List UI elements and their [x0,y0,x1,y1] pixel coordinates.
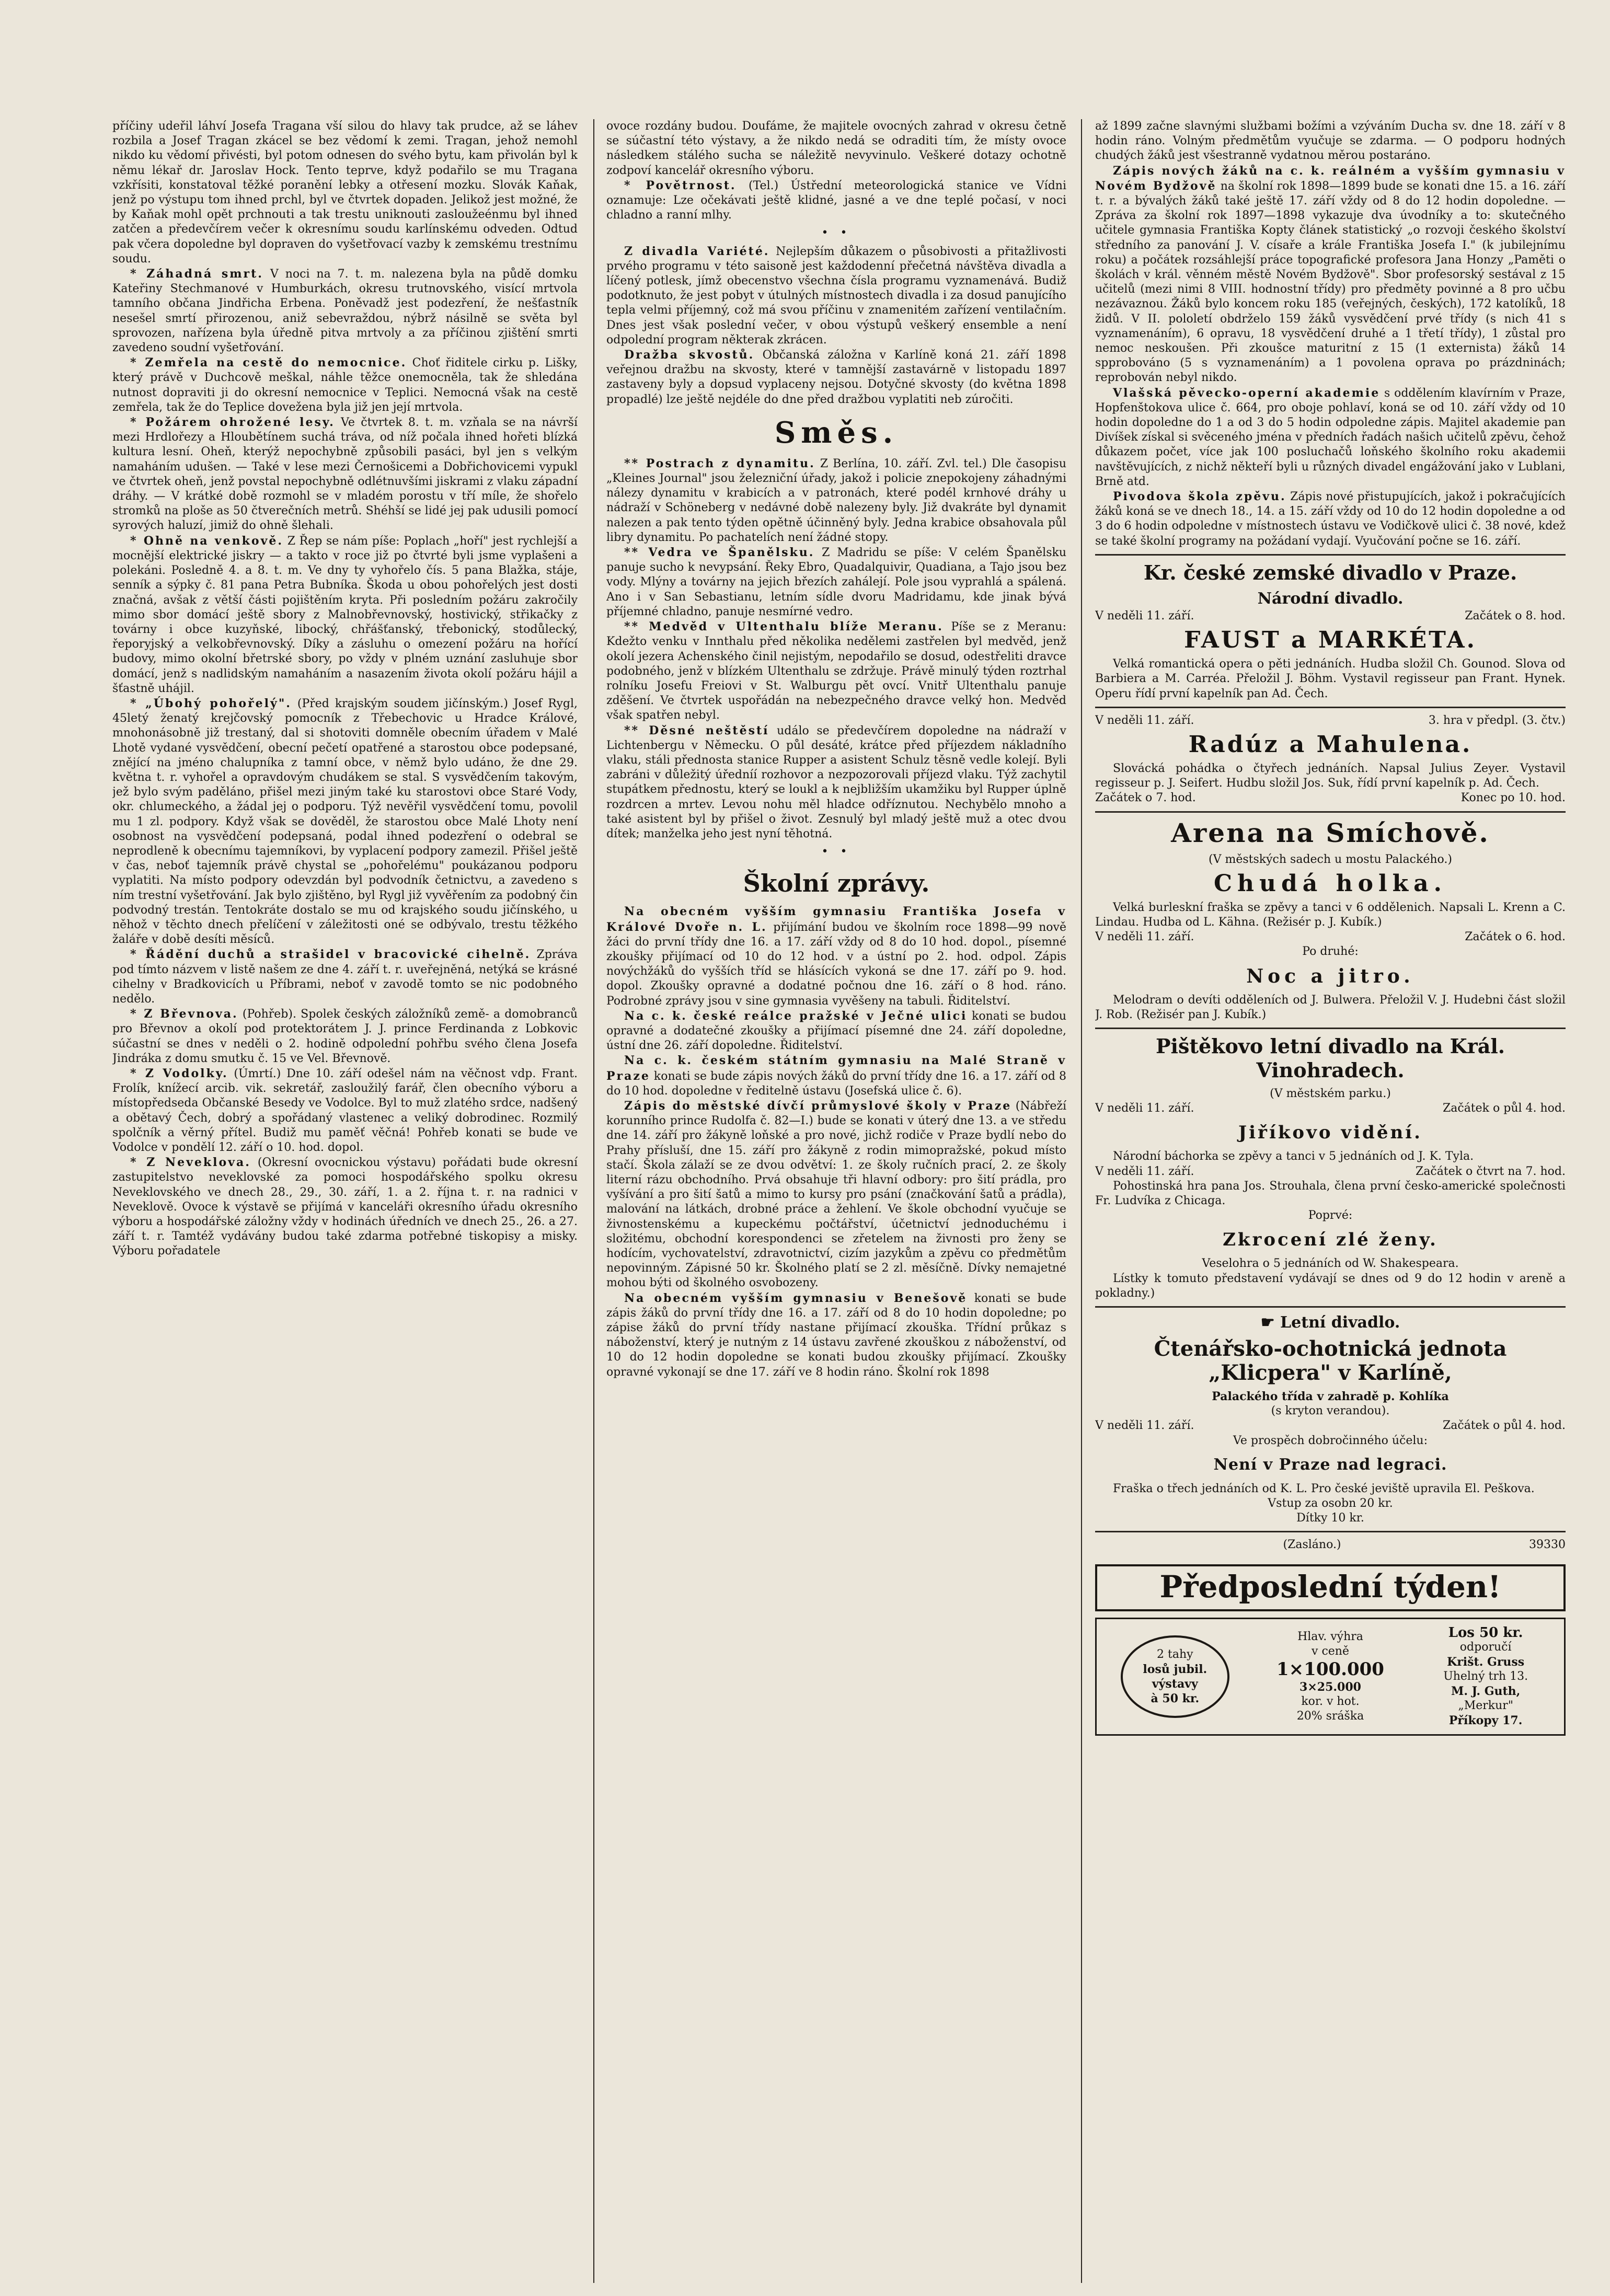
article-headline: Vlašská pěvecko-operní akademie [1113,386,1381,400]
separator [1095,811,1566,813]
ad-line: losů jubil. výstavy [1143,1662,1208,1691]
article-paragraph [1095,489,1566,549]
article-headline: * „Úbohý pohořelý". [130,696,292,710]
article-headline: * Z Břevnova. [130,1007,238,1021]
article-paragraph [606,244,1066,348]
showtime-row [1095,930,1566,944]
show-day: V neděli 11. září. [1095,713,1194,727]
skolni-heading: Školní zprávy. [743,869,930,898]
article-headline: * Zemřela na cestě do nemocnice. [130,356,407,370]
article-headline: Zápis nových žáků na c. k. reálném a vyšším gymnasiu v Novém Bydžově [1095,164,1566,193]
ad-line: à 50 kr. [1151,1691,1200,1705]
article-text: Z Řep se nám píše: Poplach „hoří" jest rychlejší a mocnější elektrické jiskry — a takto v roce již po čtvrté byli jsme vyplašeni a polekáni. Posledně 4. a 8. t. m. Ve dny ty vyhořelo čís. 5 pana Blažka, stáje, senník a sýpky č. 81 pana Petra Bubníka. Škoda u obou pohořelých jest dosti značná, avšak z větší části pojištěním kryta. Při posledním požáru zakročily mimo sbor domácí ještě sbory z Malnobřevnovský, hostivický, střikačky z továrny i obce kuzyňské, libocký, chřášťanský, třebonický, stodůlecký, řeporyjský a velkobřevnovský. Díky a zásluhu o omezení požáru na hořící budovy, mimo okolní břetrské sbory, po vždy v plném uznání zasluhuje sbor domácí, jenž s nadlidským namaháním a nasazením života okolí požáru hájil a šťastně uhájil. [112,534,578,695]
entry-fee: Vstup za osobn 20 kr. [1268,1496,1393,1510]
article-text: událo se předevčírem dopoledne na nádraží v Lichtenbergu v Německu. O půl desáté, krátce před příjezdem nákladního vlaku, stáli přednosta stanice Rupper a asistent Schulz těsně vedle kolejí. Byli zabráni v důležitý úředníí rozhovor a nezpozorovali příjezd vlaku. Týž zachytil stupátkem přednostu, který se loukl a k nejbližším ukamžiku byl Rupper úplně rozdrcen a mrtev. Levou nohu měl hladce odříznutou. Nechybělo mnoho a také asistent byl by přišel o život. Zesnulý byl mladý ještě muž a otec dvou dítek; manželka jeho jest nyní těhotná. [606,724,1066,840]
article-headline: * Z Neveklova. [130,1156,251,1170]
article-text: konati se bude zápis žáků do první třídy dne 16. a 17. září od 8 do 10 hodin dopoledne; po zápise žáků do první třídy nastane přijímací zkouška. Třídní průkaz s náboženství, který je nutným z 14 ústavu zavřené zkouškou z náboženství, od 10 do 12 hodin dopoledne se konati budou zkoušky přijímací. Zkoušky opravné vykonají se dne 17. září ve 8 hodin ráno. Školní rok 1898 [606,1291,1066,1379]
article-paragraph [606,456,1066,545]
separator [1095,554,1566,556]
show-end: Konec po 10. hod. [1460,791,1566,805]
zaslano-row [1095,1538,1566,1552]
article-text: Ve čtvrtek 8. t. m. vzňala se na návrší mezi Hrdlořezy a Hloubětínem suchá tráva, od níž počala ihned hořeti blízká kultura lesní. Oheň, kterýž nepochybně způsobili pasáci, byl jen s velkým namaháním udušen. — Také v lese mezi Černošicemi a Dobřichovicemi vypukl ve čtvrtek oheň, jenž povstal nepochybně odlétnuvšími jiskrami z vlaku západní dráhy. — V krátké době rozmohl se v mladém porostu v tří míle, že shořelo stromků na ploše as 50 čtverečních metrů. Shéhší se lidé jej pak udusili pomocí syrových haluzí, jimiž do ohně šlehali. [112,416,578,533]
column-2-schools [606,904,1066,1380]
play-description: Melodram o devíti odděleních od J. Bulwera. Přeložil V. J. Hudebni část složil J. Rob. (Režisér pan J. Kubík.) [1095,993,1566,1021]
article-paragraph [1095,164,1566,386]
article-text: konati se bude zápis nových žáků do první třídy dne 16. a 17. září od 8 do 10 hod. dopoledne v ředitelně ústavu (Josefská ulice č. 6). [606,1069,1066,1098]
play-description: Národní báchorka se zpěvy a tanci v 5 jednáních od J. K. Tyla. [1113,1150,1474,1163]
article-paragraph [112,1007,578,1066]
article-paragraph [112,1155,578,1259]
play-title: Jiříkovo vidění. [1238,1122,1422,1144]
article-paragraph [606,1291,1066,1380]
article-paragraph [112,1066,578,1155]
play-description: Velká romantická opera o pěti jednáních. Hudba složil Ch. Gounod. Slova od Barbiera a M. Carréa. Přeložil J. Böhm. Vystavil regisseur pan Frant. Hynek. Operu řídí první kapelník pan Ad. Čech. [1095,657,1566,700]
article-text: ovoce rozdány budou. Doufáme, že majitele ovocných zahrad v okresu četně se súčastní této výstavy, a že nikdo nedá se odraditi tím, že místy ovoce následkem stálého sucha se náležitě nevyvinulo. Veškeré dotazy ochotně zodpoví kancelář okresního výboru. [606,120,1066,177]
ad-line: M. J. Guth, [1451,1684,1521,1698]
article-text: (Tel.) Ústřední meteorologická stanice ve Vídni oznamuje: Lze očekávati ještě klidné, jasné a ve dne teplé počasí, v noci chladno a ranní mlhy. [606,179,1066,222]
article-paragraph [606,348,1066,407]
section-divider: • • [821,226,852,240]
article-paragraph [1095,386,1566,489]
article-text: Z Madridu se píše: V celém Španělsku panuje sucho k nevypsání. Řeky Ebro, Quadalquivir, Quadiana, a Tajo jsou bez vody. Mlýny a továrny na jejich březích zahálejí. Pole jsou vyprahlá a spálená. Ano i v San Sebastianu, letním sídle dvoru Madridamu, kde jinak bývá příjemné chladno, panuje nesmírné vedro. [606,546,1066,618]
showtime-row [1095,1164,1566,1179]
lottery-ad-title: Předposlední týden! [1095,1564,1566,1611]
column-2-news [606,119,1066,407]
column-1 [112,119,578,2283]
section-divider: • • [821,845,852,859]
article-headline: Na obecném vyšším gymnasiu Františka Josefa v Králové Dvoře n. L. [606,905,1066,934]
column-rule [1081,119,1082,2283]
lottery-badge [1121,1635,1229,1718]
show-day: V neděli 11. září. [1095,930,1194,944]
article-paragraph [606,619,1066,723]
show-start: Začátek o 7. hod. [1095,791,1196,805]
play-title: Chudá holka. [1214,870,1447,897]
article-text: Zpráva pod tímto názvem v listě našem ze dne 4. září t. r. uveřejněná, netýká se krásné cihelny v Bradkovicích u Příbrami, neboť v zavodě tomto se nic podobného nedělo. [112,948,578,1006]
lottery-ad-right [1412,1625,1559,1728]
article-headline: Pivodova škola zpěvu. [1113,490,1286,504]
showtime-row [1095,609,1566,624]
play-title: Zkrocení zlé ženy. [1223,1229,1438,1251]
article-headline: ** Medvěd v Ultenthalu blíže Meranu. [624,620,944,634]
smes-heading: Směs. [774,415,899,450]
article-paragraph [606,1053,1066,1099]
column-2 [606,119,1066,2283]
article-paragraph [606,723,1066,842]
article-text: na školní rok 1898—1899 bude se konati dne 15. a 16. září t. r. a bývalých žáků také ještě 17. září vždy od 8 do 12 hodin dopoledne. — Zpráva za školní rok 1897—1898 vykazuje dva úvodníky a to: skutečného učitele gymnasia Františka Kopty článek statistický „o rozvoji českého školství středního za panování J. V. císaře a krále Františka Josefa I." (k jubilejnímu roku) a počátek rozsáhlejší práce topografické profesora Jana Honzy „Paměti o školách v král. věnném městě Novém Bydžově". Sbor profesorský sestával z 15 učitelů (mezi nimi 8 VIII. hodnostní třídy) pro předměty povinné a 8 pro učbu nezávaznou. Žáků bylo koncem roku 185 (veřejných, českých), 172 katolíků, 18 židů. V II. pololetí obdrželo 159 žáků vysvědčení prvé třídy (s nich 41 s vyznamenáním), 6 opravu, 18 vysvědčení druhé a 1 třetí třídy), 1 zůstal pro nemoc neskoušen. Při zkoušce maturitní z 15 (1 externista) žáků 14 spprobováno (5 s vyznamenáním) a 1 povolena oprava po prázdninách; reprobován nebyl nikdo. [1095,179,1566,385]
lottery-ad [1095,1618,1566,1736]
show-day: V neděli 11. září. [1095,609,1194,622]
play-description: Veselohra o 5 jednáních od W. Shakespeara. [1202,1257,1459,1271]
article-paragraph [606,545,1066,619]
play-title: Radúz a Mahulena. [1188,731,1473,758]
showtime-row [1095,713,1566,728]
pointing-hand-icon: ☛ [1260,1313,1281,1332]
article-headline: * Z Vodolky. [130,1067,228,1080]
article-text: příčiny udeřil láhví Josefa Tragana vší silou do hlavy tak prudce, až se láhev rozbila a Josef Tragan zkácel se bez vědomí k zemi. Tragan, jehož nemohl nikdo ku vědomí přivésti, byl potom odnesen do svého bytu, kam přivolán byl k němu lékař dr. Jaroslav Hock. Tento teprve, když podařilo se mu Tragana vzkřísiti, konstatoval těžké poranění lebky a otřesení mozku. Slovák Kaňak, jenž po výstupu tom ihned prchl, byl ve čtvrtek dopaden. Jelikož jest možné, že by Kaňak mohl opět prchnouti a tak trestu uniknouti zasloužeénmu byl ihned zatčen a předevčírem večer k okresnímu soudu karlínskému odveden. Odtud pak včera dopoledne byl dopraven do vyšetřovací vazby k zemskému trestnímu soudu. [112,120,578,266]
article-paragraph [606,1099,1066,1291]
article-headline: * Povětrnost. [624,178,737,192]
guest-note: Pohostinská hra pana Jos. Strouhala, člena první česko-americké společnosti Fr. Ludvíka z Chicaga. [1095,1179,1566,1207]
play-title: Noc a jitro. [1246,965,1414,987]
article-text: V noci na 7. t. m. nalezena byla na půdě domku Kateřiny Stechmanové v Humburkách, okresu trutnovského, visící mrtvola tamního občana Jindřicha Erbena. Poněvadž jest podezření, že nešťastník nesešel smrtí přirozenou, aniž sebevraždou, nýbrž násilně se světa byl sprovozen, nařízena byla úředně pitva mrtvoly a za příčinou zjištění smrti zavedeno soudní vyšetřování. [112,268,578,355]
show-start: Začátek o čtvrt na 7. hod. [1416,1164,1566,1178]
play-description: Fraška o třech jednáních od K. L. Pro české jeviště upravila El. Peškova. [1113,1482,1535,1495]
theatre-pistek-title: Pištěkovo letní divadlo na Král. Vinohradech. [1155,1034,1505,1082]
ad-line: Uhelný trh 13. [1443,1669,1528,1683]
article-paragraph [606,904,1066,1008]
play-title: FAUST a MARKÉTA. [1184,627,1477,654]
article-text: (Před krajským soudem jičínským.) Josef Rygl, 45letý ženatý krejčovský pomocník z Třebechovic u Hradce Králové, mnohonásobně již trestaný, dal si shotoviti domněle obecním úřadem v Malé Lhotě vydané vysvědčení, obecní pečetí opatřené a starostou obce podepsané, znějící na jméno chalupníka z tamní obce, v němž bylo udáno, že dne 29. května t. r. vyhořel a opravdovým chudákem se stal. S vysvědčením takovým, jež bylo svým padělánо, přišel mezi jiným také ku starostovi obce Staré Vody, okr. chlumeckého, a žádal jej o podporu. Týž nevěřil vysvědčení tomu, povolil mu 1 zl. podpory. Když však se dověděl, že starostou obce Malé Lhoty není osobnost na vysvědčení podepsaná, podal ihned podezření o odebral se neprodleně k obecnímu tajemníkovi, by vyplacení podpory zamezil. Přišel ještě v čas, neboť tajemník právě chystal se „pohořelému" poukázanou podporu vyplatiti. Na místo podpory odevzdán byl podvodník četnictvu, a zavedeno s ním trestní vyšetřování. Jak bylo zjištěno, byl Rygl již vyvěřením za podobný čin podvodný trestán. Tentokráte dostalo se mu od krajského soudu jičínského, u něhož v těchto dnech přelíčení v záležitosti oné se odbývalo, trestu těžkého žaláře v době desíti měsíců. [112,697,578,947]
article-headline: * Požárem ohrožené lesy. [130,416,335,430]
article-text: Občanská záložna v Karlíně koná 21. září 1898 veřejnou dražbu na skvosty, které v tamnější zastavárně v listopadu 1897 zastaveny byly a dopsud vyplaceny nejsou. Dotyčné skvosty (do května 1898 propadlé) lze ještě nejdéle do dne před dražbou vyplatiti neb zúročiti. [606,349,1066,406]
article-headline: Na c. k. českém státním gymnasiu na Malé Straně v Praze [606,1054,1066,1083]
article-headline: * Záhadná smrt. [130,267,263,281]
article-paragraph [112,267,578,355]
article-text: Nejlepším důkazem o působivosti a přitažlivosti prvého programu v této saisoně jest každodenní přečetná návštěva divadla a líčený potlesk, jímž obecenstvo všechna čísla programu vyznamenává. Budiž podotknuto, že jest pobyt v útulných místnostech divadla i za dosud panujícího tepla velmi příjemný, což má svou příčinu v znamenitém zařízení ventilačním. Dnes jest však poslední večer, v obou výstupů veškerý ensemble a není odpolední program některak zkrácen. [606,245,1066,347]
ad-line: Krišt. Gruss [1447,1655,1525,1669]
ad-line: odporučí [1459,1640,1512,1654]
article-text: s oddělením klavírním v Praze, Hopfenštokova ulice č. 664, pro oboje pohlaví, koná se od 10. září vždy od 10 hodin dopoledne do 1 a od 3 do 5 hodin odpoledne zápis. Majitel akademie pan Divíšek získal si svěceného jména v předních řadách našich učitelů zpěvu, čehož důkazem počet, více jak 100 posluchačů loňského školního roku akademii navštěvujících, z nichž někteří byli u různých divadel engážování jako v Lublani, Brně atd. [1095,386,1566,488]
article-text: až 1899 začne slavnými službami božími a vzýváním Ducha sv. dne 18. září v 8 hodin ráno. Volným předmětům vyučuje se zdarma. — O podporu hodných chudých žáků jest všestranně vydatnou měrou postaráno. [1095,120,1566,163]
second-show-label: Po druhé: [1302,945,1359,959]
article-paragraph [1095,119,1566,164]
ad-line: kor. v hot. [1301,1694,1360,1708]
separator [1095,1531,1566,1532]
article-paragraph [112,696,578,947]
play-description: Velká burleskní fraška se zpěvy a tanci v 6 oddělenich. Napsali L. Krenn a C. Lindau. Hudba od L. Kähna. (Režisér p. J. Kubík.) [1095,901,1566,929]
article-paragraph [112,415,578,534]
column-3-schools [1095,119,1566,549]
summer-theatre-text: Letní divadlo. [1280,1313,1400,1332]
article-text: přijímání budou ve školním roce 1898—99 nově žáci do první třídy dne 16. a 17. září vždy od 8 do 10 hod. dopol., písemné zkoušky přijímací od 10 do 12 hod. v a ústní po 2. hod. odpol. Zápis novýchžáků do vyšších tříd se hlásících vykoná se dne 17. září po 9. hod. dopol. Zkoušky opravné a dodatné počnou dne 16. září o 8 hod. ráno. Podrobné zprávy jsou v sine gymnasia vyvěšeny na tabuli. Řiditelství. [606,920,1066,1008]
show-subscription: 3. hra v předpl. (3. čtv.) [1428,713,1566,727]
show-day: V neděli 11. září. [1095,1102,1194,1115]
article-paragraph [112,355,578,415]
show-day: V neděli 11. září. [1095,1164,1194,1178]
ad-line: Los 50 kr. [1448,1624,1523,1641]
ad-line: 2 tahy [1157,1647,1193,1661]
article-headline: ** Vedra ve Španělsku. [624,546,815,560]
separator [1095,707,1566,708]
article-text: konati se budou opravné a dodatečné zkoušky a přijímací písemné dne 24. září dopoledne, ústní dne 26. září dopoledne. Řiditelství. [606,1009,1066,1053]
show-start: Začátek o půl 4. hod. [1442,1102,1566,1115]
lottery-ad-middle [1257,1630,1404,1724]
article-text: (Pohřeb). Spolek českých záložníků země- a domobranců pro Břevnov a okolí pod protektorátem J. J. prince Ferdinanda z Lobkovic súčastní se dnes v neděli o 2. hodině odpolední pohřbu svého člena Josefa Jindráka z domu smutku č. 15 ve Vel. Břevnově. [112,1008,578,1065]
showtime-row [1095,1418,1566,1433]
article-headline: Zápis do městské dívčí průmyslové školy v Praze [624,1099,1012,1113]
article-headline: * Řádění duchů a strašidel v bracovické cihelně. [130,948,531,962]
theatre-pistek-subtitle: (V městském parku.) [1270,1087,1391,1100]
ticket-note: Lístky k tomuto představení vydávají se dnes od 9 do 12 hodin v areně a pokladny.) [1095,1272,1566,1300]
article-headline: ** Postrach z dynamitu. [624,456,815,470]
article-paragraph [606,1009,1066,1054]
article-paragraph [606,119,1066,178]
ad-line: Příkopy 17. [1448,1713,1523,1727]
article-paragraph [112,534,578,696]
show-start: Začátek o 6. hod. [1465,930,1566,944]
ad-line: Hlav. výhra [1297,1630,1363,1643]
lottery-ad-left [1102,1635,1248,1718]
article-paragraph [112,947,578,1007]
article-text: Píše se z Meranu: Kdežto venku v Innthalu před několika nedělemi zastřelen byl medvěd, jenž okolí jezera Achenského činil nejistým, nepodařilo se dosud, odestřeliti dravce podobného, jenž v blízkém Ultenthalu se zdržuje. Právě minulý týden roztrhal rolníku Josefu Freiovi v St. Walburgu pět ovcí. Vnitř Ultenthalu panuje zděšení. Ve čtvrtek uspořádán na nebezpečného dravce velký hon. Medvěd však spatřen nebyl. [606,620,1066,722]
benefit-label: Ve prospěch dobročinného účelu: [1233,1434,1428,1447]
theatre-arena-title: Arena na Smíchově. [1171,817,1490,848]
ad-line: 20% sráška [1296,1709,1364,1723]
ad-line: 3×25.000 [1300,1680,1361,1694]
kids-fee: Dítky 10 kr. [1296,1512,1364,1525]
article-headline: ** Děsné neštěstí [624,723,769,737]
ad-number: 39330 [1529,1538,1566,1552]
show-start: Začátek o půl 4. hod. [1442,1419,1566,1433]
article-text: Z Berlína, 10. září. Zvl. tel.) Dle časopisu „Kleines Journal" jsou železniční úřady, jakož i policie znepokojeny záhadnými nálezy dynamitu v krabicích a v patronách, které podél krnhové dráhy u nádraží v Schöneberg v nedávné době nalezeny byly. Již dvakráte byl dynamit nalezen a pak tento týden opětně účinněný byly. Jedna krabice obsahovala půl libry dynamitu. Po pachatelích není žádné stopy. [606,457,1066,544]
column-2-smes [606,456,1066,859]
column-3 [1095,119,1566,2283]
theatre-national-subtitle: Národní divadlo. [1257,589,1404,608]
article-text: Zápis nové přistupujících, jakož i pokračujících žáků koná se ve dnech 18., 14. a 15. září vždy od 10 do 12 hodin dopoledne a od 3 do 6 hodin odpoledne v místnostech ústavu ve Vodičkově ulici č. 38 nové, kdež se také školní programy na požádaní vydají. Vyučování počne se 16. září. [1095,490,1566,548]
show-day: V neděli 11. září. [1095,1419,1194,1433]
summer-theatre-label [1095,1313,1566,1333]
ad-main-prize: 1×100.000 [1276,1658,1384,1680]
showtime-row [1095,1101,1566,1116]
theatre-arena-subtitle: (V městských sadech u mostu Palackého.) [1209,852,1452,866]
theatre-national-title: Kr. české zemské divadlo v Praze. [1143,560,1517,584]
play-title: Není v Praze nad legraci. [1213,1455,1447,1474]
column-rule [593,119,594,2283]
article-text: Choť řiditele cirku p. Lišky, který právě v Duchcově meškal, náhle těžce onemocněla, tak že shledána nutnost dopraviti ji do okresní nemocnice v Teplici. Nemocná však na cestě zemřela, tak že do Teplice dovežena byla již jen její mrtvola. [112,356,578,414]
article-headline: Na obecném vyšším gymnasiu v Benešově [624,1291,968,1305]
article-headline: * Ohně na venkově. [130,534,284,548]
article-text: (Nábřeží korunního prince Rudolfa č. 82—I.) bude se konati v úterý dne 13. a ve středu dne 14. září pro žákyně loňské a pro nové, jichž rodiče v Praze bydlí nebo do Prahy přísluší, dne 15. září pro žákyně z rodin mimopražské, pokud místo stačí. Škola zálaží se ze dvou odvětví: 1. ze školy ručních prací, 2. ze školy literní rázu obchodního. Prvá obsahuje tři hlavní odbory: pro šití prádla, pro vyšívání a pro šití šatů a mimo to kursy pro psání (značkování šatů a prádla), malování na látkách, drobné práce a žehlení. Ve škole obchodní vyučuje se živnostenskému a kupeckému počtářství, účetnictví jednoduchému i složitému, obchodní korespondenci se zřetelem na živnosti pro ženy se hodícím, vychovatelství, zdravotnictví, cizím jazykům a zpěvu co předmětům nepovinným. Zápisné 50 kr. Školného platí se 2 zl. měsíčně. Dívky nemajetné mohou býti od školného osvobozeny. [606,1099,1066,1290]
ad-line: v ceně [1312,1644,1349,1658]
separator [1095,1028,1566,1029]
article-headline: Na c. k. české reálce pražské v Ječné ulici [624,1009,968,1023]
article-paragraph [606,178,1066,223]
article-text: (Úmrtí.) Dne 10. září odešel nám na věčnost vdp. Frant. Frolík, knížecí arcib. vik. sekretář, zasloužilý farář, člen obecního výboru a místopředseda Občanské Besedy ve Vodolce. Byl to muž zlatého srdce, nadšený a obětavý Čech, dobrý a spořádaný vlastenec a veliký dobrodinec. Rozmilý spolčník a věrný přítel. Budiž mu paměť věčná! Pohřeb konati se bude ve Vodolce v pondělí 12. září o 10. hod. dopol. [112,1067,578,1155]
article-text: (Okresní ovocnickou výstavu) pořádati bude okresní zastupitelstvo neveklovské za pomoci hospodářského spolku okresu Neveklovského ve dnech 28., 29., 30. září, 1. a 2. října t. r. na radnici v Neveklově. Ovoce k výstavě se přijímá v kanceláři okresního úřadu okresního výboru a hospodářské záložny vždy v hodinách úředních ve dnech 25., 26. a 27. září t. r. Tamtéž vydávány budou také zdarma potřebné tiskopisy a misky. Výboru pořadatele [112,1156,578,1258]
article-headline: Dražba skvostů. [624,348,755,362]
article-paragraph [112,119,578,267]
first-show-label: Poprvé: [1308,1209,1353,1222]
article-headline: Z divadla Variété. [624,244,770,258]
page-body [112,119,1566,2283]
play-description: Slovácká pohádka o čtyřech jednáních. Napsal Julius Zeyer. Vystavil regisseur p. J. Seifert. Hudbu složil Jos. Suk, řídí první kapelník p. Ad. Čech. [1095,762,1566,790]
theatre-klicpera-address: Palackého třída v zahradě p. Kohlíka [1212,1389,1449,1403]
theatre-klicpera-note: (s kryton verandou). [1271,1404,1390,1418]
ad-line: „Merkur" [1458,1699,1513,1712]
show-start: Začátek o 8. hod. [1465,609,1566,622]
separator [1095,1306,1566,1308]
showtime-row [1095,791,1566,805]
zaslano-label: (Zasláno.) [1283,1538,1341,1552]
theatre-klicpera-title: Čtenářsko-ochotnická jednota „Klicpera" v Karlíně, [1154,1336,1507,1385]
